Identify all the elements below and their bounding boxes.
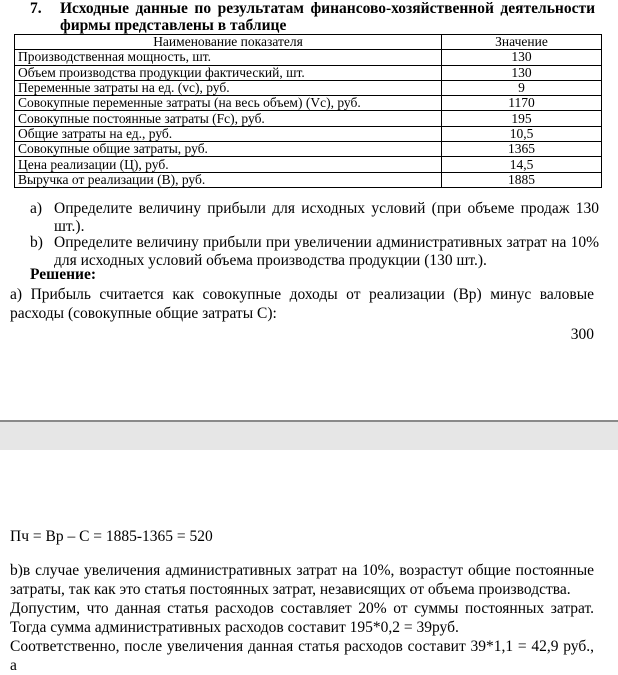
- row-value: 130: [442, 50, 602, 65]
- row-value: 195: [442, 111, 602, 126]
- table-row: [15, 172, 602, 187]
- source-data-table: [14, 34, 602, 188]
- row-value: 1365: [442, 142, 602, 157]
- column-header-value: Значение: [442, 35, 602, 50]
- column-header-name: Наименование показателя: [15, 35, 442, 50]
- page-number: 300: [570, 326, 594, 343]
- row-name: Выручка от реализации (В), руб.: [15, 172, 442, 187]
- solution-paragraph-b1: b)в случае увеличения административных затрат на 10%, возрастут общие постоянные затраты, так как это статья постоянных затрат, независящих от объема производства.: [10, 562, 594, 598]
- document-page-lower: [0, 450, 618, 674]
- row-name: Совокупные постоянные затраты (Fc), руб.: [15, 111, 442, 126]
- table-row: [15, 126, 602, 141]
- question-b-text: Определите величину прибыли при увеличении административных затрат на 10% для исходных условий объема производства продукции (130 шт.).: [54, 234, 599, 269]
- row-value: 9: [442, 80, 602, 95]
- question-a-label: a): [30, 200, 43, 217]
- question-b-label: b): [30, 234, 43, 251]
- row-value: 1885: [442, 172, 602, 187]
- table-row: [15, 96, 602, 111]
- profit-formula: Пч = Вр – С = 1885-1365 = 520: [10, 528, 213, 545]
- table-row: [15, 50, 602, 65]
- table-row: [15, 157, 602, 172]
- solution-heading: Решение:: [30, 266, 97, 283]
- solution-paragraph-b3: Соответственно, после увеличения данная статья расходов составит 39*1,1 = 42,9 руб., а: [10, 638, 594, 674]
- row-name: Объем производства продукции фактический, шт.: [15, 65, 442, 80]
- row-name: Совокупные общие затраты, руб.: [15, 142, 442, 157]
- task-title-line2: фирмы представлены в таблице: [60, 17, 287, 34]
- row-name: Переменные затраты на ед. (vc), руб.: [15, 80, 442, 95]
- solution-paragraph-b2: Допустим, что данная статья расходов составляет 20% от суммы постоянных затрат. Тогда сумма административных расходов составит 195*0,2 = 39руб.: [10, 600, 594, 636]
- question-a-text: Определите величину прибыли для исходных условий (при объеме продаж 130 шт.).: [54, 200, 599, 235]
- row-value: 14,5: [442, 157, 602, 172]
- table-row: [15, 111, 602, 126]
- row-name: Производственная мощность, шт.: [15, 50, 442, 65]
- table-row: [15, 65, 602, 80]
- row-value: 1170: [442, 96, 602, 111]
- table-row: [15, 80, 602, 95]
- row-name: Совокупные переменные затраты (на весь объем) (Vc), руб.: [15, 96, 442, 111]
- table-row: [15, 142, 602, 157]
- task-number: 7.: [30, 0, 42, 17]
- row-value: 130: [442, 65, 602, 80]
- solution-paragraph-a: а) Прибыль считается как совокупные доходы от реализации (Вр) минус валовые расходы (совокупные общие затраты С):: [10, 286, 594, 322]
- row-name: Цена реализации (Ц), руб.: [15, 157, 442, 172]
- task-title-line1: Исходные данные по результатам финансово-хозяйственной деятельности: [60, 0, 595, 17]
- table-header-row: [15, 35, 602, 50]
- page-break: [0, 420, 618, 450]
- row-value: 10,5: [442, 126, 602, 141]
- row-name: Общие затраты на ед., руб.: [15, 126, 442, 141]
